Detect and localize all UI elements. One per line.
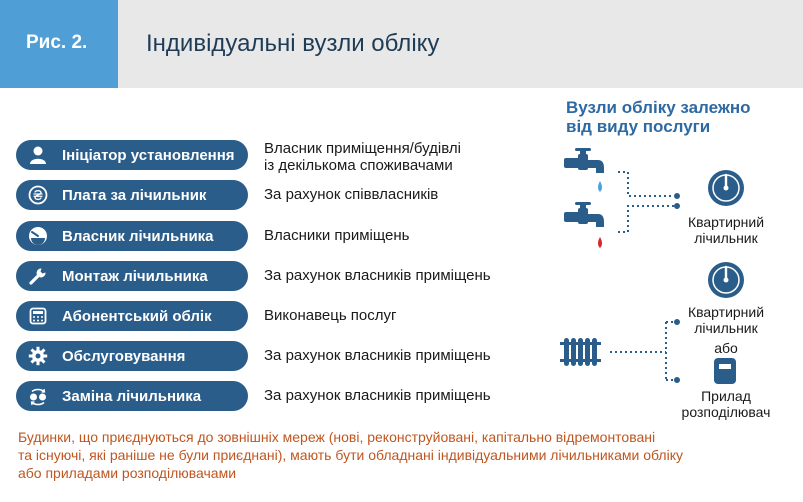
row-description xyxy=(264,267,491,284)
label-line: Квартирний xyxy=(687,214,765,230)
desc-line: За рахунок власників приміщень xyxy=(264,347,491,364)
desc-line: Власник приміщення/будівлі xyxy=(264,140,461,157)
meter-diagram xyxy=(556,140,796,430)
water-meter-label xyxy=(676,214,776,246)
heat-connector-lines xyxy=(610,322,674,380)
radiator-icon xyxy=(560,338,601,366)
person-icon xyxy=(28,145,48,165)
gear-icon xyxy=(28,346,48,366)
label-line: лічильник xyxy=(694,230,758,246)
row-description xyxy=(264,227,409,244)
desc-line: За рахунок співвласників xyxy=(264,186,439,203)
gauge-icon xyxy=(28,226,48,246)
row-description xyxy=(264,140,461,174)
pill-installation xyxy=(16,261,248,291)
row-description xyxy=(264,387,491,404)
distributor-device-icon xyxy=(714,358,736,384)
row-accounting xyxy=(16,301,576,331)
figure-badge xyxy=(0,0,134,88)
pill-label: Заміна лічильника xyxy=(62,388,202,405)
pill-label: Плата за лічильник xyxy=(62,187,207,204)
row-maintenance xyxy=(16,341,576,371)
label-line: Прилад xyxy=(701,388,751,404)
heat-meter-gauge-icon xyxy=(708,262,744,298)
pill-label: Монтаж лічильника xyxy=(62,268,208,285)
row-initiator xyxy=(16,140,576,174)
footer-line: або приладами розподілювачами xyxy=(18,465,237,481)
or-label: або xyxy=(714,340,738,356)
label-line: лічильник xyxy=(694,320,758,336)
heat-meter-label xyxy=(676,304,776,336)
page-title: Індивідуальні вузли обліку xyxy=(146,30,440,57)
row-owner xyxy=(16,221,576,251)
water-connector-lines xyxy=(618,172,674,232)
pill-replacement xyxy=(16,381,248,411)
pill-maintenance xyxy=(16,341,248,371)
pill-label: Ініціатор установлення xyxy=(62,147,235,164)
hryvnia-coin-icon xyxy=(28,185,48,205)
calculator-icon xyxy=(28,306,48,326)
pill-label: Абонентський облік xyxy=(62,308,212,325)
row-description xyxy=(264,347,491,364)
desc-line: За рахунок власників приміщень xyxy=(264,387,491,404)
meter-replace-icon xyxy=(28,386,48,406)
pill-owner xyxy=(16,221,248,251)
row-installation xyxy=(16,261,576,291)
footer-note xyxy=(18,428,683,482)
water-meter-gauge-icon xyxy=(708,170,744,206)
label-line: Квартирний xyxy=(687,304,765,320)
faucet-cold-icon xyxy=(564,148,604,173)
pill-label: Обслуговування xyxy=(62,348,186,365)
desc-line: Виконавець послуг xyxy=(264,307,397,324)
hot-water-drop-icon xyxy=(598,237,602,248)
distributor-label xyxy=(676,388,776,420)
meter-nodes-title xyxy=(566,98,751,136)
desc-line: Власники приміщень xyxy=(264,227,410,244)
row-payment xyxy=(16,180,576,210)
pill-accounting xyxy=(16,301,248,331)
row-replacement xyxy=(16,381,576,411)
row-description xyxy=(264,186,438,203)
wrench-icon xyxy=(28,266,48,286)
row-description xyxy=(264,307,397,324)
footer-line: та існуючі, які раніше не були приєднані), мають бути обладнані індивідуальними лічильниками обліку xyxy=(18,447,683,463)
pill-payment xyxy=(16,180,248,210)
desc-line: із декількома споживачами xyxy=(264,157,453,174)
desc-line: За рахунок власників приміщень xyxy=(264,267,491,284)
title-line: Вузли обліку залежно xyxy=(566,98,751,117)
footer-line: Будинки, що приєднуються до зовнішніх мереж (нові, реконструйовані, капітально відремонтовані xyxy=(18,429,656,445)
figure-number: Рис. 2. xyxy=(26,32,88,53)
label-line: розподілювач xyxy=(681,404,771,420)
pill-label: Власник лічильника xyxy=(62,228,214,245)
title-line: від виду послуги xyxy=(566,117,711,136)
cold-water-drop-icon xyxy=(598,181,602,192)
pill-initiator xyxy=(16,140,248,170)
faucet-hot-icon xyxy=(564,202,604,227)
